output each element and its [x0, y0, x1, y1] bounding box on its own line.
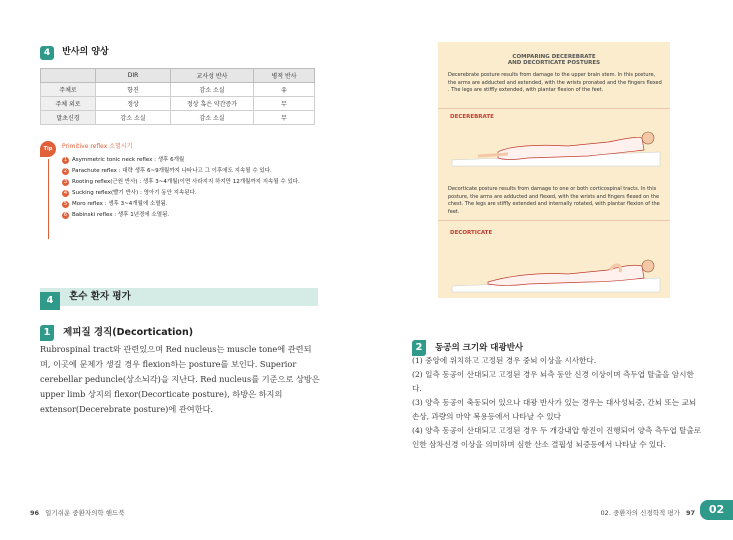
subsection-title: 제피질 경직(Decortication)	[63, 327, 194, 338]
patient-head	[642, 260, 654, 272]
list-item: (2) 일측 동공이 산대되고 고정된 경우 뇌측 동안 신경 이상이며 측두엽 탈출을 암시한다.	[412, 370, 694, 393]
page-number: 96	[30, 509, 40, 517]
list-item: 6 Babinski reflex : 생후 1년경에 소멸됨.	[63, 212, 170, 218]
chapter-title: 02. 중환자의 신경학적 평가	[600, 509, 680, 517]
decorticate-label: DECORTICATE	[450, 230, 493, 236]
section-title: 혼수 환자 평가	[69, 291, 131, 302]
subsection-1-heading	[40, 320, 193, 341]
tip-icon: Tip	[40, 141, 56, 157]
right-footer	[601, 508, 695, 517]
table-cell: 말초신경	[41, 111, 96, 125]
list-item: 3 Rooting reflex(근원 반사) : 생후 3~4개월(이면 사라지지 하지만 12개월까지 지속될 수 있다.	[63, 179, 300, 185]
bullet-5-icon: 5	[63, 201, 68, 207]
section-4-reflex-pattern	[40, 40, 109, 60]
table-cell: 감소 소실	[171, 83, 254, 97]
list-item: (3) 양측 동공이 축동되어 있으나 대광 반사가 있는 경우는 대사성뇌증, 간뇌 또는 교뇌 손상, 과량의 마약 복용등에서 나타날 수 있다	[412, 398, 697, 421]
bullet-2-icon: 2	[63, 168, 68, 174]
section-4-coma-assessment-bar	[40, 288, 318, 306]
reflex-pattern-table	[40, 68, 315, 125]
chapter-badge: 02	[700, 500, 733, 520]
table-cell: 정상 혹은 약간증가	[171, 97, 254, 111]
patient-head	[642, 132, 654, 144]
table-row	[41, 111, 315, 125]
list-item: 4 Sucking reflex(빨기 반사) : 영아기 동안 지속된다.	[63, 190, 197, 196]
subsection-title: 동공의 크기와 대광반사	[435, 343, 524, 353]
table-row	[41, 97, 315, 111]
tip-list	[62, 155, 317, 221]
posture-figure	[438, 42, 670, 298]
table-cell: 정상	[96, 97, 171, 111]
table-header: DIR	[96, 69, 171, 83]
bullet-3-icon: 3	[63, 179, 68, 185]
figure-title-line-2: AND DECORTICATE POSTURES	[507, 60, 601, 66]
left-footer	[30, 508, 125, 517]
table-cell: 유	[254, 83, 315, 97]
table-row	[41, 83, 315, 97]
pupil-findings-list	[412, 354, 702, 452]
figure-title-line-1: COMPARING DECEREBRATE	[512, 54, 596, 60]
table-cell: 감소 소실	[96, 111, 171, 125]
table-header	[41, 69, 96, 83]
list-item: (1) 중앙에 위치하고 고정된 경우 중뇌 이상을 시사한다.	[412, 356, 597, 365]
table-header: 병적 반사	[254, 69, 315, 83]
subsection-2-heading	[412, 335, 523, 356]
table-header: 교사성 반사	[171, 69, 254, 83]
table-cell: 감소 소실	[171, 111, 254, 125]
section-number-badge: 4	[40, 46, 54, 60]
bullet-4-icon: 4	[63, 190, 68, 196]
subsection-number-badge: 2	[412, 340, 426, 356]
list-item: (4) 양측 동공이 산대되고 고정된 경우 두 개강내압 항진이 진행되어 양측 측두엽 탈출로 인한 삼차신경 이상을 의미하며 심한 산소 결핍성 뇌증등에서 나타날 수 있다.	[412, 426, 702, 449]
table-cell: 주체로	[41, 83, 96, 97]
table-cell: 주체 외로	[41, 97, 96, 111]
table-cell: 항진	[96, 83, 171, 97]
bullet-6-icon: 6	[63, 212, 68, 218]
patient-legs	[478, 154, 508, 156]
book-title: 일기쉬운 중환자의학 핸드북	[45, 509, 125, 517]
bullet-1-icon: 1	[63, 157, 68, 163]
decorticate-description: Decorticate posture results from damage to one or both corticospinal tracts. In this posture, the arms are adducted and flexed, with the wrists and fingers flexed on the chest. The legs are stiffly extended and internally rotated, with plantar flexion of the feet.	[448, 186, 660, 215]
table-cell: 무	[254, 97, 315, 111]
decerebrate-description: Decerebrate posture results from damage to the upper brain stem. In this posture, the arms are adducted and extended, with the wrists pronated and the fingers flexed . The legs are stiffly extended, with plantar flexion of the feet.	[448, 72, 662, 93]
table-cell: 무	[254, 111, 315, 125]
tip-divider	[48, 159, 49, 239]
subsection-number-badge: 1	[40, 325, 54, 341]
list-item: 1 Asymmetric tonic neck reflex : 생후 6개월	[63, 157, 185, 163]
section-title: 반사의 양상	[62, 47, 109, 57]
decerebrate-label: DECEREBRATE	[450, 114, 494, 120]
section-number-badge: 4	[40, 292, 60, 310]
decortication-paragraph: Rubrospinal tract와 관련있으며 Red nucleus는 muscle tone에 관련되며, 이곳에 문제가 생길 경우 flexion하는 posture를 보인다. Superior cerebellar peduncle(상소뇌각)을 지난다. Red nucleus를 기준으로 상방은 upper limb 상지의 flexor(Decorticate posture), 하방은 하지의 extensor(Decerebrate posture)에 관여한다.	[40, 344, 320, 414]
list-item: 5 Moro reflex : 생후 3~4개월에 소멸됨.	[63, 201, 168, 207]
tip-title: Primitive reflex 소멸시기	[62, 143, 133, 150]
tip-box	[40, 135, 315, 240]
list-item: 2 Parachute reflex : 대략 생후 6~9개월까지 나타나고 그 이후에도 지속될 수 있다.	[63, 168, 272, 174]
page-number: 97	[685, 509, 695, 517]
